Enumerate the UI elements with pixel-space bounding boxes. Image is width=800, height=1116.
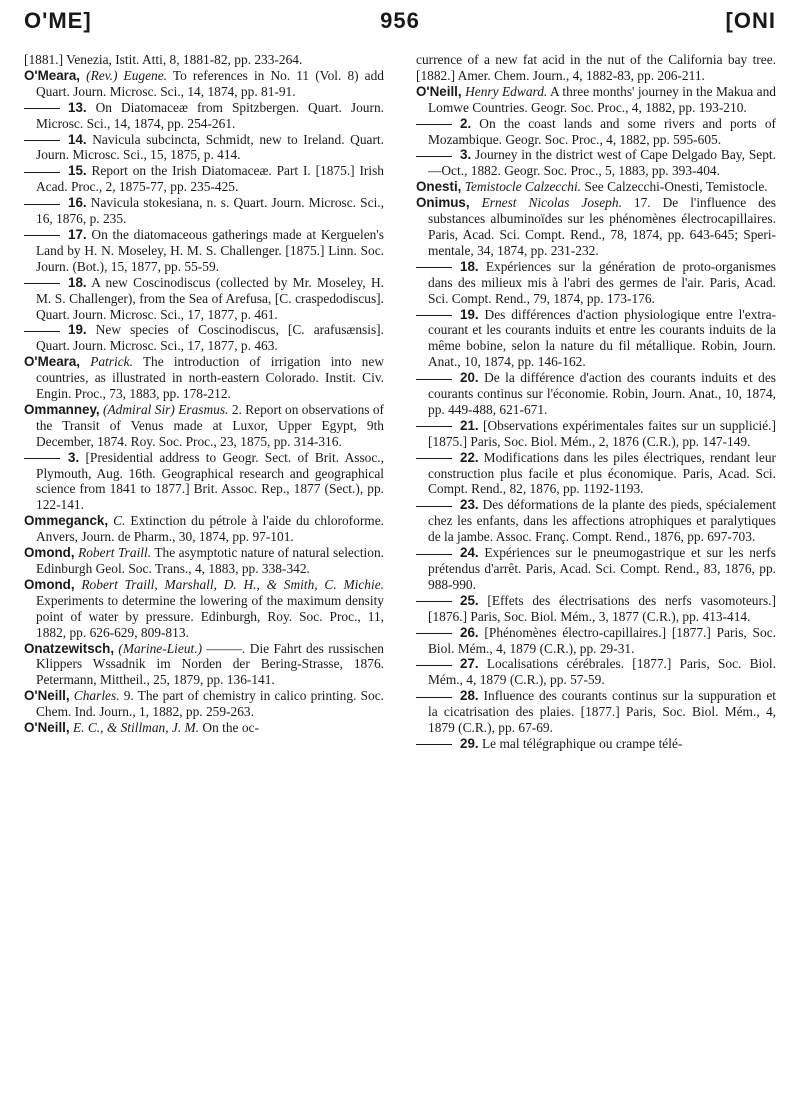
work-number: 23. [460,497,479,513]
ditto-dash [24,172,60,173]
entry-text: On the coast lands and some rivers and ports of Mozambique. Geogr. Soc. Proc., 4, 1882, pp. 595-605. [428,115,776,147]
ditto-dash [24,204,60,205]
work-number: 14. [68,131,87,147]
work-number: 15. [68,163,87,179]
entry-text: Report on the Irish Diatomaceæ. Part I. [1875.] Irish Acad. Proc., 2, 1875-77, pp. 235-425. [36,163,384,195]
numbered-work [416,545,776,593]
entry-text: 17. De l'influence des substances albuminoïdes sur les phénomènes électrocapillaires. Paris, Acad. Sci. Compt. Rend., 78, 1874, pp. 643-645; Speri-mentale, 34, 1874, pp. 231-232. [428,195,776,258]
author-entry [24,577,384,641]
author-entry [416,195,776,259]
author-entry [24,720,384,736]
entry-text: On the oc- [202,720,259,736]
ditto-dash [416,744,452,745]
entry-continuation [416,52,776,84]
ditto-dash [416,124,452,125]
ditto-dash [416,458,452,459]
entry-text: On Diatomaceæ from Spitzbergen. Quart. Journ. Microsc. Sci., 14, 1874, pp. 254-261. [36,99,384,131]
entry-text: On the diatomaceous gatherings made at Kerguelen's Land by H. N. Moseley, H. M. S. Challenger. [1875.] Linn. Soc. Journ. (Bot.), 15, 1877, pp. 55-59. [36,226,384,274]
work-number: 3. [68,449,80,465]
work-number: 16. [68,195,87,211]
numbered-work [24,163,384,195]
author-entry [24,688,384,720]
entry-text: Extinction du pétrole à l'aide du chloroforme. Anvers, Journ. de Pharm., 30, 1874, pp. 97-101. [36,513,384,545]
entry-text: New species of Coscinodiscus, [C. arafusænsis]. Quart. Journ. Microsc. Sci., 17, 1877, p. 463. [36,322,384,354]
numbered-work [416,625,776,657]
author-surname: O'Meara, [24,354,81,370]
entry-text: Modifications dans les piles électriques, rendant leur construction plus facile et plus économique. Paris, Acad. Sci. Compt. Rend., 82, 1876, pp. 1192-1193. [428,449,776,497]
author-entry [24,354,384,402]
entry-text: A three months' journey in the Makua and Lomwe Countries. Geogr. Soc. Proc., 4, 1882, pp. 193-210. [428,83,776,115]
numbered-work [416,497,776,545]
author-surname: Onesti, [416,179,462,195]
entry-text: [Presidential address to Geogr. Sect. of Brit. Assoc., Plymouth, Aug. 16th. Geographical research and geographical science from 1841 to 1877.] Brit. Assoc. Rep., 1877 (Sect.), pp. 122-141. [36,449,384,513]
entry-text: Des déformations de la plante des pieds, spécialement chez les enfants, dans les affections atrophiques et paralytiques de la jambe. Assoc. Franç. Compt. Rend., 1876, pp. 697-703. [428,497,776,545]
author-surname: O'Neill, [24,720,70,736]
work-number: 22. [460,449,479,465]
ditto-dash [24,140,60,141]
numbered-work [24,275,384,323]
work-number: 18. [68,274,87,290]
entry-text: Experiments to determine the lowering of the maximum density point of water by pressure. Edinburgh, Roy. Soc. Proc., 11, 1882, pp. 626-629, 809-813. [36,592,384,640]
author-given-names: Charles. [73,688,120,704]
numbered-work [24,132,384,164]
author-surname: Onatzewitsch, [24,640,115,656]
entry-continuation [24,52,384,68]
work-number: 2. [460,115,472,131]
author-given-names: Patrick. [90,354,133,370]
ditto-dash [416,426,452,427]
entry-text: The introduction of irrigation into new countries, as illustrated in north-eastern Colorado. Instit. Civ. Engin. Proc., 73, 1883, pp. 178-212. [36,354,384,402]
ditto-dash [24,108,60,109]
author-entry [24,513,384,545]
work-number: 13. [68,99,87,115]
author-given-names: (Rev.) Eugene. [86,67,168,83]
entry-text: Journey in the district west of Cape Delgado Bay, Sept.—Oct., 1882. Geogr. Soc. Proc., 5, 1883, pp. 393-404. [428,147,776,179]
author-surname: Omond, [24,545,75,561]
author-surname: Onimus, [416,195,470,211]
page-number: 956 [380,8,420,33]
entry-text: De la différence d'action des courants induits et des courants continus sur l'économie. Robin, Journ. Anat., 10, 1874, pp. 449-488, 621-671. [428,370,776,417]
author-given-names: Ernest Nicolas Joseph. [481,195,622,211]
numbered-work [24,450,384,514]
entry-text: 9. The part of chemistry in calico printing. Soc. Chem. Ind. Journ., 1, 1882, pp. 259-263. [36,688,384,720]
entry-text: Le mal télégraphique ou crampe télé- [481,735,683,751]
work-number: 3. [460,147,472,163]
work-number: 24. [460,545,479,561]
ditto-dash [416,379,452,380]
author-given-names: E. C., & Stillman, J. M. [72,720,200,736]
header-right: [ONI [725,8,776,33]
author-entry [416,179,776,195]
work-number: 19. [460,306,479,322]
entry-text: Expériences sur le pneumogastrique et sur les nerfs prétendus d'arrêt. Paris, Acad. Sci. Compt. Rend., 83, 1876, pp. 988-990. [428,545,776,592]
author-surname: O'Neill, [416,83,462,99]
numbered-work [416,450,776,498]
work-number: 26. [460,624,479,640]
ditto-dash [416,697,452,698]
numbered-work [416,307,776,371]
author-surname: O'Meara, [24,67,81,83]
author-surname: O'Neill, [24,688,70,704]
ditto-dash [24,283,60,284]
numbered-work [416,656,776,688]
entry-text: [1881.] Venezia, Istit. Atti, 8, 1881-82, pp. 233-264. [24,52,303,67]
entry-text: Des différences d'action physiologique entre l'extra-courant et les courants induits et entre les courants induits de la même bobine, selon la nature du fil métallique. Robin, Journ. Anat., 10, 1874, pp. 146-162. [428,306,776,370]
ditto-dash [24,458,60,459]
numbered-work [416,370,776,418]
author-surname: Omond, [24,576,75,592]
entry-text: See Calzecchi-Onesti, Temistocle. [584,179,768,195]
work-number: 20. [460,370,479,386]
work-number: 28. [460,688,479,704]
ditto-dash [24,235,60,236]
work-number: 17. [68,226,87,242]
ditto-dash [24,331,60,332]
ditto-dash [416,156,452,157]
ditto-dash [416,506,452,507]
entry-text: The asymptotic nature of natural selection. Edinburgh Geol. Soc. Trans., 4, 1883, pp. 338-342. [36,545,384,576]
author-surname: Ommanney, [24,401,100,417]
author-given-names: Temistocle Calzecchi. [464,179,582,195]
author-entry [24,641,384,689]
author-given-names: C. [113,513,126,529]
ditto-dash [416,554,452,555]
ditto-dash [416,267,452,268]
ditto-dash [416,665,452,666]
entry-text: [Phénomènes électro-capillaires.] [1877.] Paris, Soc. Biol. Mém., 4, 1879 (C.R.), pp. 29-31. [428,624,776,656]
right-column [416,52,776,752]
entry-text: Navicula stokesiana, n. s. Quart. Journ. Microsc. Sci., 16, 1876, p. 235. [36,195,384,227]
numbered-work [416,593,776,625]
numbered-work [24,100,384,132]
running-header [24,8,776,44]
author-surname: Ommeganck, [24,513,109,529]
entry-text: 2. Report on observations of the Transit of Venus made at Luxor, Upper Egypt, 9th December, 1874. Roy. Soc. Proc., 23, 1875, pp. 314-316. [36,401,384,449]
entry-text: currence of a new fat acid in the nut of the California bay tree. [1882.] Amer. Chem. Journ., 4, 1882-83, pp. 206-211. [416,52,776,83]
entry-text: To references in No. 11 (Vol. 8) add Quart. Journ. Microsc. Sci., 14, 1874, pp. 81-91. [36,67,385,99]
header-left: O'ME] [24,8,92,33]
entry-text: Localisations cérébrales. [1877.] Paris, Soc. Biol. Mém., 4, 1879 (C.R.), pp. 57-59. [428,656,776,688]
author-given-names: (Admiral Sir) Erasmus. [103,401,229,417]
left-column [24,52,384,736]
author-entry [24,545,384,577]
entry-text: Expériences sur la génération de proto-organismes dans des milieux mis à l'abri des germes de l'air. Paris, Acad. Sci. Compt. Rend., 79, 1874, pp. 173-176. [428,258,776,306]
numbered-work [416,147,776,179]
author-given-names: Robert Traill. [78,545,152,561]
author-given-names: Robert Traill, Marshall, D. H., & Smith, C. Michie. [81,576,384,592]
ditto-dash [416,601,452,602]
entry-text: A new Coscinodiscus (collected by Mr. Moseley, H. M. S. Challenger), from the Sea of Arefusa, [C. craspedodiscus]. Quart. Journ. Microsc. Sci., 17, 1877, p. 461. [36,274,384,322]
numbered-work [416,418,776,450]
work-number: 21. [460,417,479,433]
author-entry [24,68,384,100]
numbered-work [416,116,776,148]
ditto-dash [416,315,452,316]
numbered-work [416,259,776,307]
work-number: 19. [68,322,87,338]
numbered-work [416,736,776,752]
work-number: 18. [460,258,479,274]
numbered-work [416,688,776,736]
entry-text: [Observations expérimentales faites sur un supplicié.] [1875.] Paris, Soc. Biol. Mém., 2, 1876 (C.R.), pp. 147-149. [428,417,776,449]
entry-text: [Effets des électrisations des nerfs vasomoteurs.] [1876.] Paris, Soc. Biol. Mém., 3, 1877 (C.R.), pp. 413-414. [428,592,776,624]
entry-text: Navicula subcincta, Schmidt, new to Ireland. Quart. Journ. Microsc. Sci., 15, 1875, p. 414. [36,131,384,163]
work-number: 27. [460,656,479,672]
entry-text: Die Fahrt des russischen Klippers Wssadnik im Norden der Bering-Strasse, 1876. Petermann, Mittheil., 25, 1879, pp. 136-141. [36,640,384,688]
work-number: 29. [460,735,479,751]
author-entry [416,84,776,116]
work-number: 25. [460,592,479,608]
numbered-work [24,195,384,227]
numbered-work [24,322,384,354]
author-given-names: Henry Edward. [465,83,548,99]
ditto-dash [416,633,452,634]
numbered-work [24,227,384,275]
author-entry [24,402,384,450]
author-given-names: (Marine-Lieut.) ———. [118,640,246,656]
entry-text: Influence des courants continus sur la suppuration et la cicatrisation des plaies. [1877.] Paris, Soc. Biol. Mém., 4, 1879 (C.R.), pp. 67-69. [428,688,776,736]
